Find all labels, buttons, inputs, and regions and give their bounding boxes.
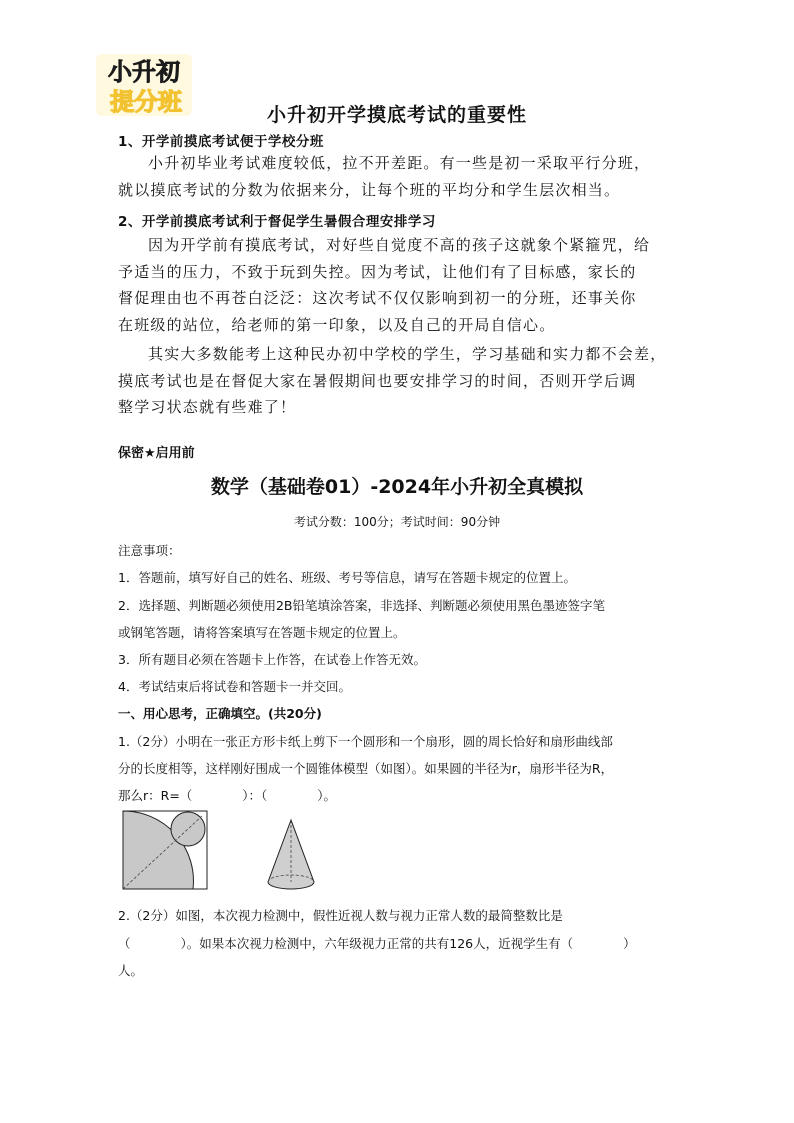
secret-label: 保密★启用前 bbox=[118, 446, 195, 461]
question-1-line: 那么r：R=（ ）：（ ）。 bbox=[118, 788, 337, 803]
notice-item: 或钢笔答题，请将答案填写在答题卡规定的位置上。 bbox=[118, 625, 406, 640]
question-1-line: 1.（2分）小明在一张正方形卡纸上剪下一个圆形和一个扇形，圆的周长恰好和扇形曲线部 bbox=[118, 734, 613, 749]
section1-paragraph bbox=[118, 150, 684, 203]
section1-line: 小升初毕业考试难度较低，拉不开差距。有一些是初一采取平行分班， bbox=[148, 154, 651, 172]
notice-item: 2．选择题、判断题必须使用2B铅笔填涂答案，非选择、判断题必须使用黑色墨迹签字笔 bbox=[118, 598, 605, 613]
notice-title: 注意事项： bbox=[118, 543, 181, 558]
section-heading: 一、用心思考，正确填空。(共20分) bbox=[118, 706, 322, 721]
exam-title: 数学（基础卷01）-2024年小升初全真模拟 bbox=[210, 476, 584, 498]
cone-figure bbox=[262, 818, 322, 892]
section2-line: 因为开学前有摸底考试，对好些自觉度不高的孩子这就象个紧箍咒，给 bbox=[148, 236, 651, 254]
question-2-line: 人。 bbox=[118, 963, 144, 978]
question-1-line: 分的长度相等，这样刚好围成一个圆锥体模型（如图）。如果圆的半径为r，扇形半径为R， bbox=[118, 761, 614, 776]
notice-item: 4．考试结束后将试卷和答题卡一并交回。 bbox=[118, 679, 351, 694]
intro-title: 小升初开学摸底考试的重要性 bbox=[266, 104, 527, 126]
question-2-line: 2.（2分）如图，本次视力检测中，假性近视人数与视力正常人数的最简整数比是 bbox=[118, 908, 563, 923]
section2-paragraph bbox=[118, 232, 684, 338]
section2-line: 督促理由也不再苍白泛泛：这次考试不仅仅影响到初一的分班，还事关你 bbox=[118, 289, 637, 308]
question-2-line: （ ）。如果本次视力检测中，六年级视力正常的共有126人，近视学生有（ ） bbox=[118, 936, 636, 951]
notice-item: 1．答题前，填写好自己的姓名、班级、考号等信息，请写在答题卡规定的位置上。 bbox=[118, 570, 576, 585]
closing-line: 其实大多数能考上这种民办初中学校的学生，学习基础和实力都不会差， bbox=[148, 345, 667, 363]
closing-line: 摸底考试也是在督促大家在暑假期间也要安排学习的时间，否则开学后调 bbox=[118, 371, 637, 390]
section2-line: 予适当的压力，不致于玩到失控。因为考试，让他们有了目标感，家长的 bbox=[118, 262, 637, 281]
section2-heading: 2、开学前摸底考试利于督促学生暑假合理安排学习 bbox=[118, 214, 436, 230]
square-sector-figure bbox=[122, 810, 212, 892]
section1-line: 就以摸底考试的分数为依据来分，让每个班的平均分和学生层次相当。 bbox=[118, 180, 621, 199]
logo-line1: 小升初 bbox=[108, 58, 180, 86]
closing-paragraph bbox=[118, 341, 684, 421]
closing-line: 整学习状态就有些难了！ bbox=[118, 398, 297, 417]
logo-line2: 提分班 bbox=[110, 88, 182, 116]
exam-info: 考试分数：100分；考试时间：90分钟 bbox=[293, 515, 501, 529]
notice-item: 3．所有题目必须在答题卡上作答，在试卷上作答无效。 bbox=[118, 652, 426, 667]
section2-line: 在班级的站位，给老师的第一印象，以及自己的开局自信心。 bbox=[118, 315, 556, 334]
section1-heading: 1、开学前摸底考试便于学校分班 bbox=[118, 134, 324, 150]
